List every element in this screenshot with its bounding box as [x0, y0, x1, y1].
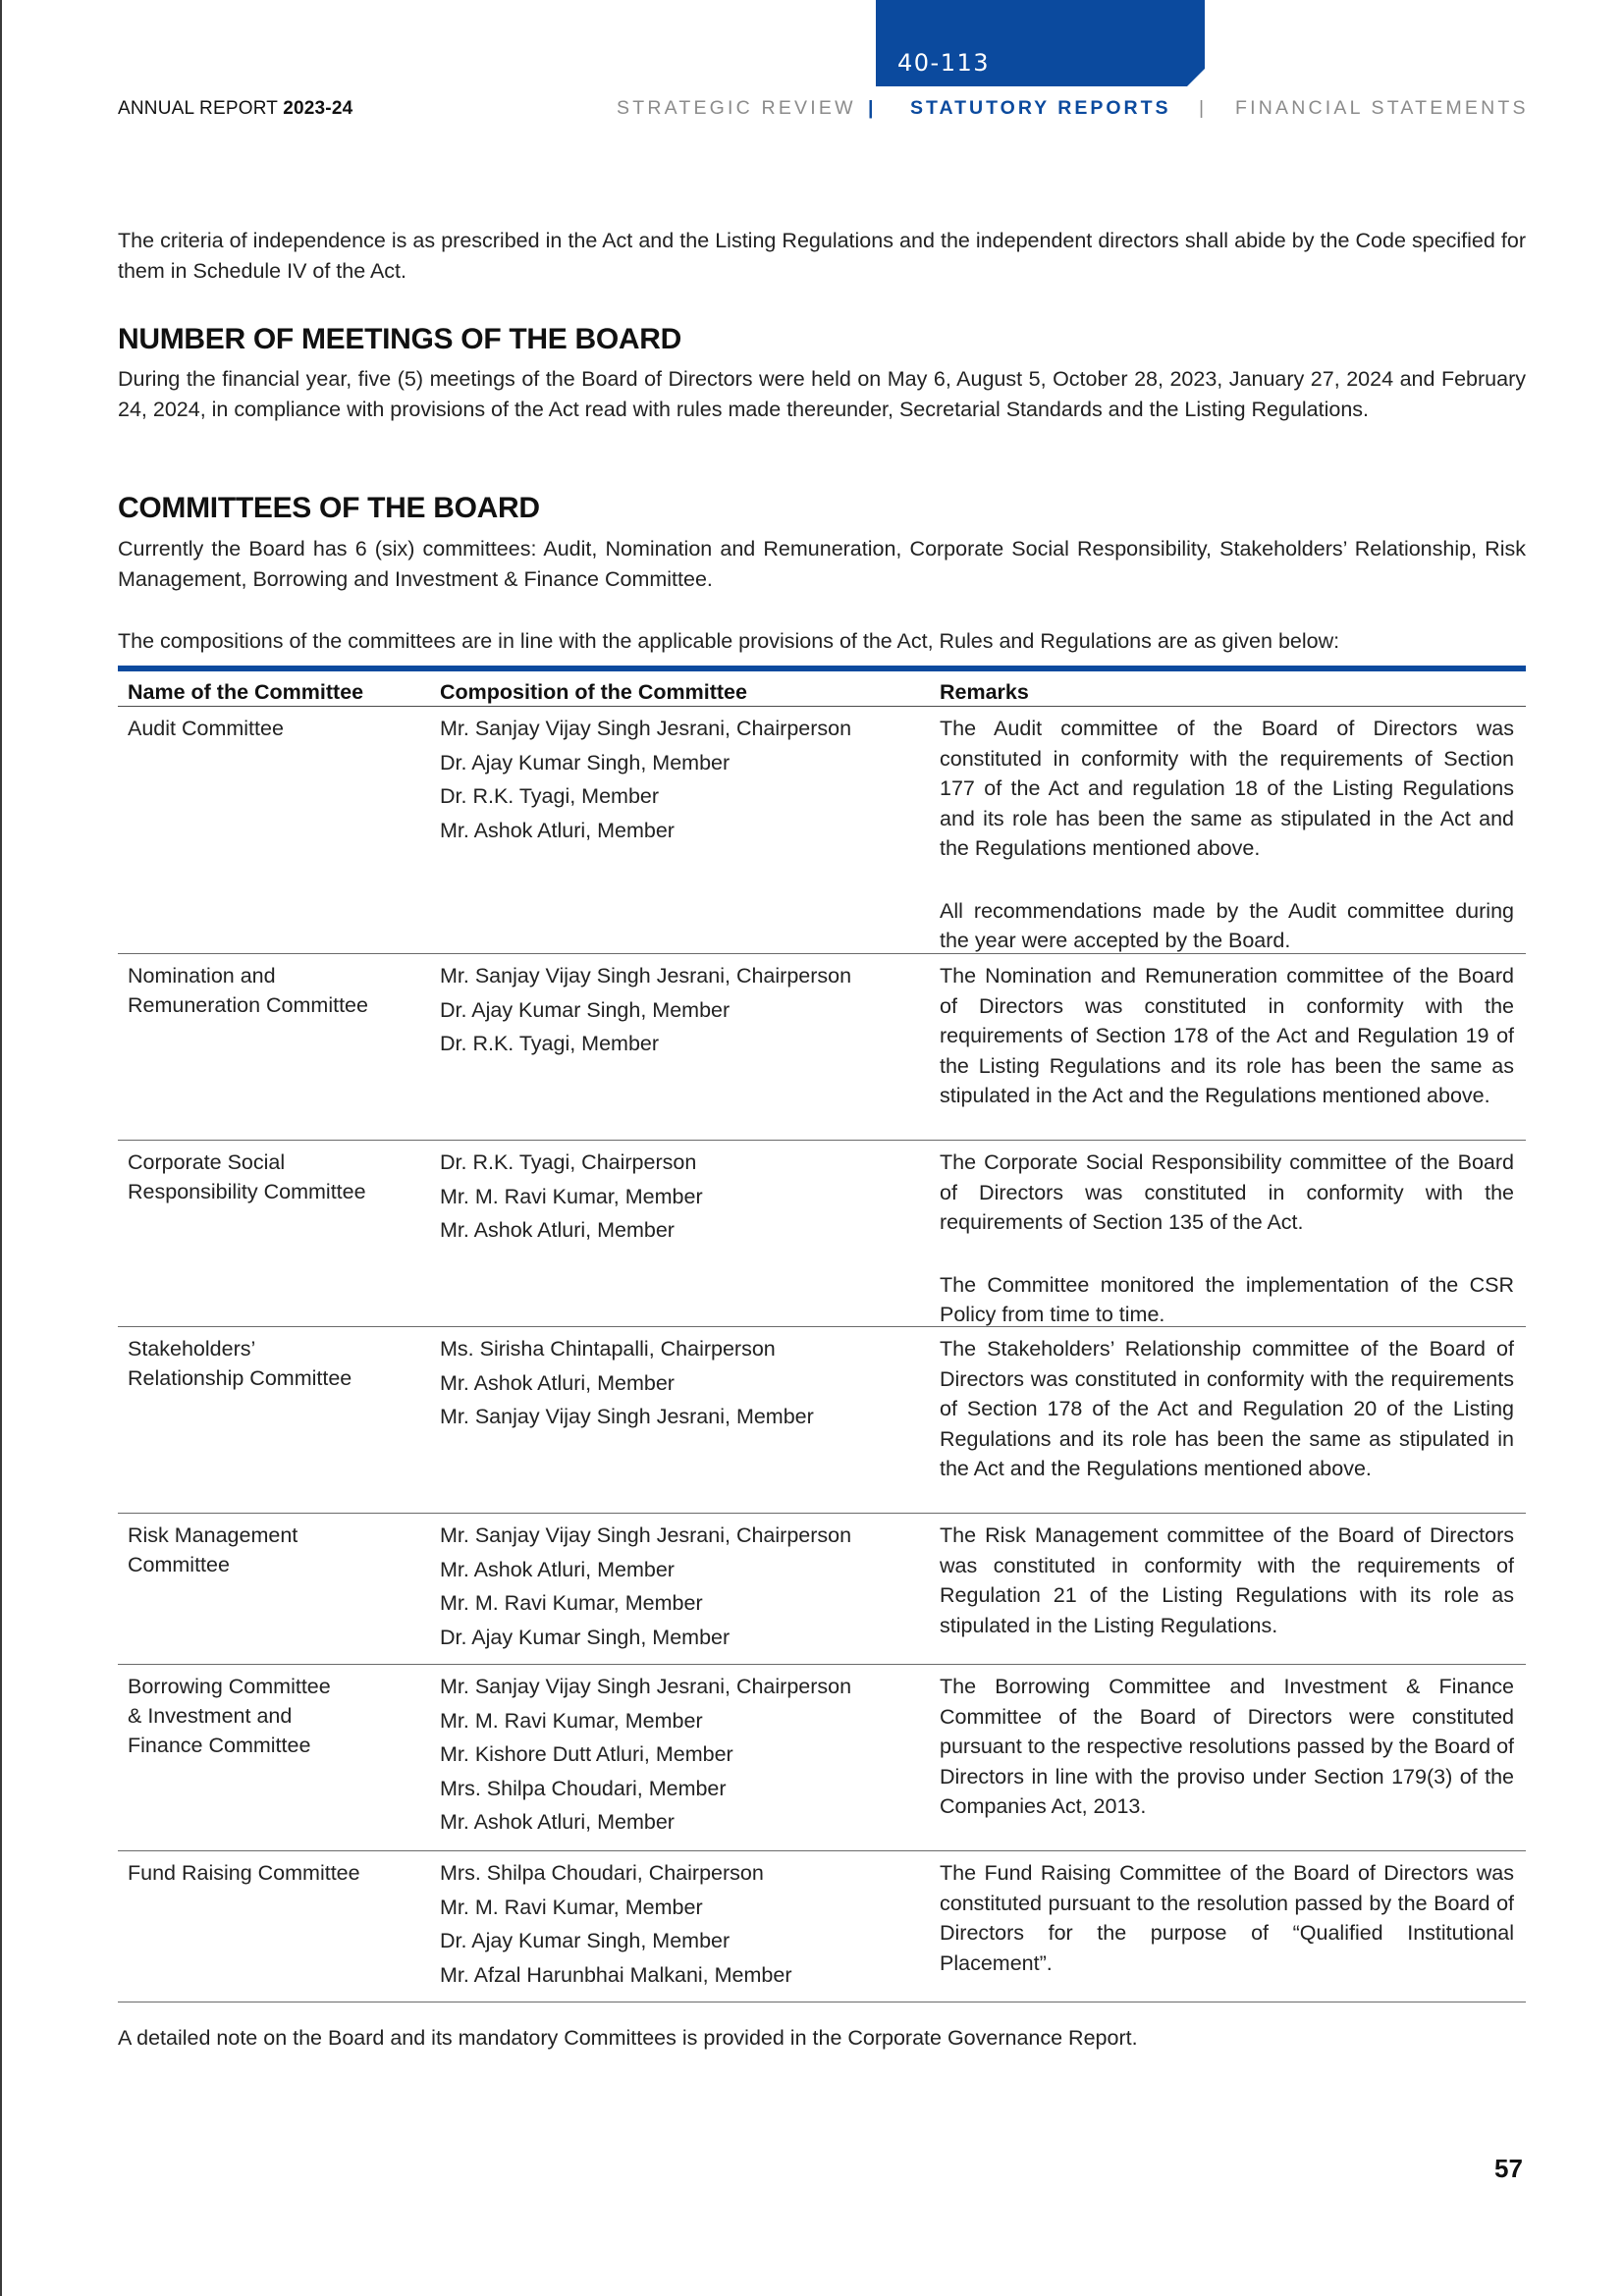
- committee-name-line: & Investment and: [128, 1704, 293, 1728]
- committees-paragraph: Currently the Board has 6 (six) committees: Audit, Nomination and Remuneration, Corporate Social Responsibility, Stakeholders’ Relationship, Risk Management, Borrowing and Investment & Finance Committee.: [118, 537, 1526, 591]
- remark: The Audit committee of the Board of Directors was constituted in conformity with the requirements of Section 177 of the Act and regulation 18 of the Listing Regulations and its role has been the same as stipulated in the Act and the Regulations mentioned above.: [940, 717, 1514, 860]
- member: Mr. Sanjay Vijay Singh Jesrani, Member: [440, 1405, 814, 1428]
- member: Dr. Ajay Kumar Singh, Member: [440, 750, 731, 774]
- member: Mr. Ashok Atluri, Member: [440, 1557, 675, 1581]
- committee-name-line: Corporate Social: [128, 1150, 286, 1174]
- nav-financial-statements[interactable]: FINANCIAL STATEMENTS: [1235, 97, 1529, 119]
- committee-remarks: [940, 714, 1514, 956]
- table-row-borrowing: [118, 1665, 1526, 1851]
- nav-strategic-review[interactable]: STRATEGIC REVIEW: [617, 97, 856, 119]
- committee-remarks: [940, 1334, 1514, 1484]
- committee-name-line: Fund Raising Committee: [128, 1861, 360, 1885]
- committee-remarks: [940, 1672, 1514, 1822]
- table-row-fund-raising: [118, 1851, 1526, 2002]
- nav-separator: |: [868, 97, 874, 119]
- member: Mr. Afzal Harunbhai Malkani, Member: [440, 1962, 792, 1987]
- header-composition: Composition of the Committee: [440, 680, 747, 704]
- committee-members: [440, 714, 931, 849]
- header-committee-name: Name of the Committee: [128, 680, 364, 704]
- member: Mr. M. Ravi Kumar, Member: [440, 1591, 703, 1615]
- committee-name-line: Nomination and: [128, 964, 276, 988]
- member: Mr. Sanjay Vijay Singh Jesrani, Chairperson: [440, 1523, 852, 1547]
- remark: The Stakeholders’ Relationship committee of the Board of Directors was constituted in conformity with the requirements of Section 178 of the Act and Regulation 20 of the Listing Regulations and its role has been the same as stipulated in the Act and the Regulations mentioned above.: [940, 1337, 1514, 1480]
- member: Mr. Sanjay Vijay Singh Jesrani, Chairperson: [440, 717, 852, 740]
- member: Dr. Ajay Kumar Singh, Member: [440, 997, 731, 1022]
- committees-heading: COMMITTEES OF THE BOARD: [118, 492, 540, 524]
- page-left-border: [0, 0, 2, 2296]
- table-row-nomination: [118, 954, 1526, 1141]
- committee-name: [128, 714, 422, 743]
- committee-name-line: Relationship Committee: [128, 1366, 352, 1390]
- committee-name: [128, 1521, 422, 1579]
- member: Mr. Kishore Dutt Atluri, Member: [440, 1742, 733, 1766]
- committee-remarks: [940, 961, 1514, 1111]
- table-row-csr: [118, 1141, 1526, 1327]
- member: Ms. Sirisha Chintapalli, Chairperson: [440, 1337, 776, 1361]
- committee-name-line: Committee: [128, 1553, 230, 1576]
- member: Dr. R.K. Tyagi, Member: [440, 784, 660, 808]
- table-intro: The compositions of the committees are in line with the applicable provisions of the Act, Rules and Regulations are as given below:: [118, 629, 1340, 653]
- committee-name: [128, 1148, 422, 1206]
- committee-members: [440, 1858, 931, 1994]
- remark: The Committee monitored the implementation of the CSR Policy from time to time.: [940, 1272, 1514, 1326]
- member: Mr. Sanjay Vijay Singh Jesrani, Chairperson: [440, 964, 852, 988]
- member: Dr. R.K. Tyagi, Chairperson: [440, 1150, 697, 1174]
- remark: The Corporate Social Responsibility committee of the Board of Directors was constituted in conformity with the requirements of Section 135 of the Act.: [940, 1150, 1514, 1234]
- committee-members: [440, 1334, 931, 1436]
- report-year: 2023-24: [283, 98, 353, 119]
- committee-name-line: Risk Management: [128, 1523, 298, 1547]
- member: Dr. Ajay Kumar Singh, Member: [440, 1929, 731, 1952]
- committee-members: [440, 1672, 931, 1842]
- committee-remarks: [940, 1148, 1514, 1330]
- member: Dr. R.K. Tyagi, Member: [440, 1032, 660, 1055]
- footer-note: A detailed note on the Board and its mandatory Committees is provided in the Corporate Governance Report.: [118, 2026, 1138, 2050]
- committee-members: [440, 961, 931, 1063]
- committee-remarks: [940, 1858, 1514, 1978]
- committees-table: [118, 666, 1526, 2002]
- page-range: 40-113: [897, 49, 991, 77]
- member: Mr. Ashok Atluri, Member: [440, 1370, 675, 1395]
- table-row-stakeholders: [118, 1327, 1526, 1514]
- member: Mr. Sanjay Vijay Singh Jesrani, Chairperson: [440, 1675, 852, 1698]
- committee-name-line: Stakeholders’: [128, 1337, 256, 1361]
- committee-name-line: Responsibility Committee: [128, 1180, 366, 1203]
- member: Mr. Ashok Atluri, Member: [440, 1810, 675, 1834]
- header-remarks: Remarks: [940, 680, 1029, 704]
- committee-name-line: Borrowing Committee: [128, 1675, 331, 1698]
- remark: The Risk Management committee of the Board of Directors was constituted in conformity with the requirements of Regulation 21 of the Listing Regulations with its role as stipulated in the Listing Regulations.: [940, 1523, 1514, 1637]
- table-row-risk-management: [118, 1514, 1526, 1665]
- remark: The Borrowing Committee and Investment & Finance Committee of the Board of Directors were constituted pursuant to the respective resolutions passed by the Board of Directors in line with the proviso under Section 179(3) of the Companies Act, 2013.: [940, 1675, 1514, 1818]
- member: Mrs. Shilpa Choudari, Chairperson: [440, 1861, 764, 1885]
- committee-members: [440, 1148, 931, 1250]
- page-number: 57: [1494, 2154, 1523, 2183]
- committee-name-line: Remuneration Committee: [128, 993, 368, 1017]
- committee-name-line: Audit Committee: [128, 717, 284, 740]
- independence-paragraph: The criteria of independence is as prescribed in the Act and the Listing Regulations and the independent directors shall abide by the Code specified for them in Schedule IV of the Act.: [118, 229, 1526, 283]
- remark: The Nomination and Remuneration committee of the Board of Directors was constituted in conformity with the requirements of Section 178 of the Act and Regulation 19 of the Listing Regulations and its role has been the same as stipulated in the Act and the Regulations mentioned above.: [940, 964, 1514, 1107]
- member: Dr. Ajay Kumar Singh, Member: [440, 1625, 731, 1649]
- member: Mr. Ashok Atluri, Member: [440, 818, 675, 842]
- table-header: [118, 671, 1526, 707]
- committee-name-line: Finance Committee: [128, 1734, 311, 1757]
- meetings-paragraph: During the financial year, five (5) meetings of the Board of Directors were held on May 6, August 5, October 28, 2023, January 27, 2024 and February 24, 2024, in compliance with provisions of the Act read with rules made thereunder, Secretarial Standards and the Listing Regulations.: [118, 367, 1526, 421]
- committee-name: [128, 1672, 422, 1760]
- meetings-heading: NUMBER OF MEETINGS OF THE BOARD: [118, 323, 682, 355]
- member: Mr. M. Ravi Kumar, Member: [440, 1708, 703, 1733]
- member: Mr. M. Ravi Kumar, Member: [440, 1895, 703, 1919]
- committee-remarks: [940, 1521, 1514, 1640]
- committee-name: [128, 1334, 422, 1393]
- member: Mr. M. Ravi Kumar, Member: [440, 1184, 703, 1208]
- member: Mr. Ashok Atluri, Member: [440, 1218, 675, 1242]
- remark: The Fund Raising Committee of the Board of Directors was constituted pursuant to the resolution passed by the Board of Directors for the purpose of “Qualified Institutional Placement”.: [940, 1861, 1514, 1975]
- committee-members: [440, 1521, 931, 1656]
- report-label: ANNUAL REPORT: [118, 98, 284, 119]
- table-row-audit: [118, 707, 1526, 954]
- committee-name: [128, 961, 422, 1020]
- section-nav: [617, 97, 1528, 123]
- nav-statutory-reports[interactable]: STATUTORY REPORTS: [910, 97, 1171, 119]
- nav-separator: |: [1199, 97, 1205, 119]
- committee-name: [128, 1858, 422, 1888]
- member: Mrs. Shilpa Choudari, Member: [440, 1776, 727, 1800]
- remark: All recommendations made by the Audit committee during the year were accepted by the Board.: [940, 898, 1514, 952]
- report-title: [118, 98, 352, 120]
